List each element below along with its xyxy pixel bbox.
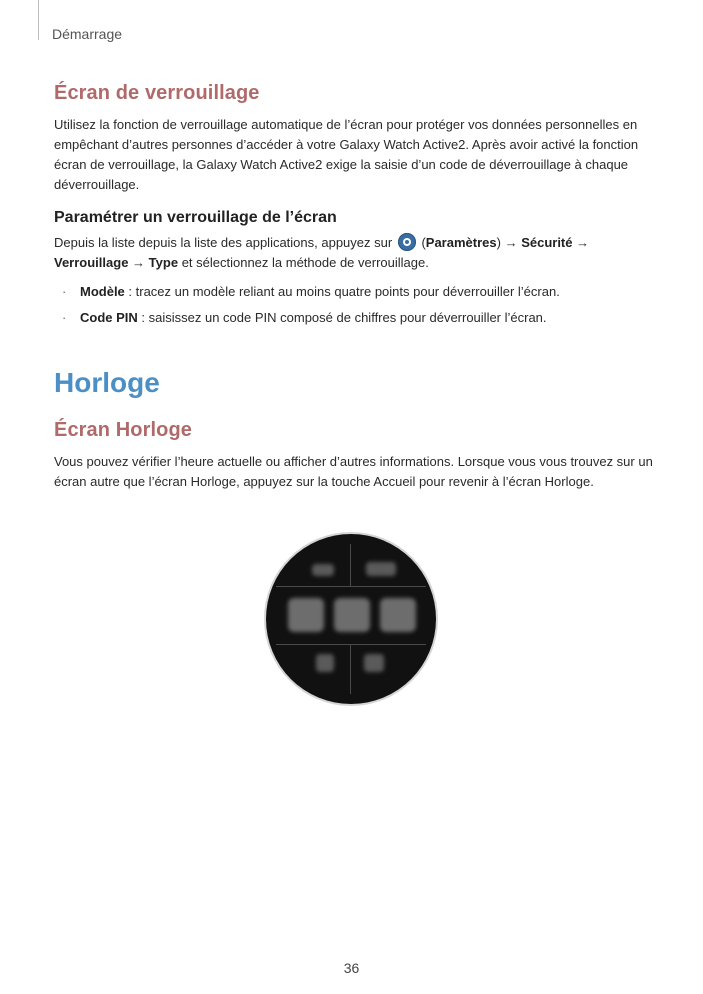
list-item	[54, 305, 654, 331]
section-title-lock-screen: Écran de verrouillage	[54, 82, 260, 104]
divider	[350, 644, 351, 694]
list-item	[54, 279, 654, 305]
blurred-widget	[316, 654, 334, 672]
watch-face	[266, 534, 436, 704]
clock-paragraph: Vous pouvez vérifier l’heure actuelle ou afficher d’autres informations. Lorsque vous vous trouvez sur un écran autre que l’écran Horloge, appuyez sur la touche Accueil pour revenir à l’écran Horloge.	[54, 454, 653, 489]
lock-methods-list	[54, 279, 654, 331]
section-title-clock-screen: Écran Horloge	[54, 419, 192, 441]
blurred-widget	[380, 598, 416, 632]
lock-instructions: Depuis la liste depuis la liste des applications, appuyez sur (Paramètres) → Sécurité → Verrouillage → Type et sélectionnez la méthode de verrouillage.	[54, 235, 590, 270]
subsection-title-set-lock: Paramétrer un verrouillage de l’écran	[54, 209, 337, 226]
header-rule	[38, 0, 39, 40]
security-label: Sécurité	[521, 235, 573, 250]
bullet-term: Code PIN	[80, 310, 138, 325]
blurred-widget	[364, 654, 384, 672]
type-label: Type	[148, 255, 179, 270]
bullet-dot: ·	[62, 310, 67, 325]
settings-label: Paramètres	[425, 235, 497, 250]
blurred-widget	[334, 598, 370, 632]
blurred-widget	[288, 598, 324, 632]
blurred-widget	[312, 564, 334, 576]
blurred-widget	[366, 562, 396, 576]
divider	[276, 586, 426, 587]
instr-prefix: Depuis la liste depuis la liste des applications, appuyez sur	[54, 235, 393, 250]
arrow: →	[132, 255, 146, 270]
watch-illustration	[266, 534, 436, 704]
instr-suffix: et sélectionnez la méthode de verrouillage.	[181, 255, 429, 270]
arrow: →	[576, 235, 590, 250]
bullet-term: Modèle	[80, 284, 125, 299]
divider	[276, 644, 426, 645]
bullet-text: : tracez un modèle reliant au moins quatre points pour déverrouiller l’écran.	[124, 284, 560, 299]
lock-intro-paragraph: Utilisez la fonction de verrouillage automatique de l’écran pour protéger vos données personnelles en empêchant d’autres personnes d’accéder à votre Galaxy Watch Active2. Après avoir activé la fonction écran de verrouillage, la Galaxy Watch Active2 exige la saisie d’un code de déverrouillage à chaque déverrouillage.	[54, 117, 639, 192]
page-content	[54, 82, 654, 492]
bullet-dot: ·	[62, 284, 67, 299]
arrow: →	[504, 235, 518, 250]
chapter-title: Horloge	[54, 367, 160, 398]
running-header: Démarrage	[52, 26, 123, 42]
divider	[350, 544, 351, 586]
lock-label: Verrouillage	[54, 255, 129, 270]
bullet-text: : saisissez un code PIN composé de chiffres pour déverrouiller l’écran.	[137, 310, 547, 325]
gear-icon	[398, 233, 416, 251]
page-number: 36	[343, 960, 360, 976]
